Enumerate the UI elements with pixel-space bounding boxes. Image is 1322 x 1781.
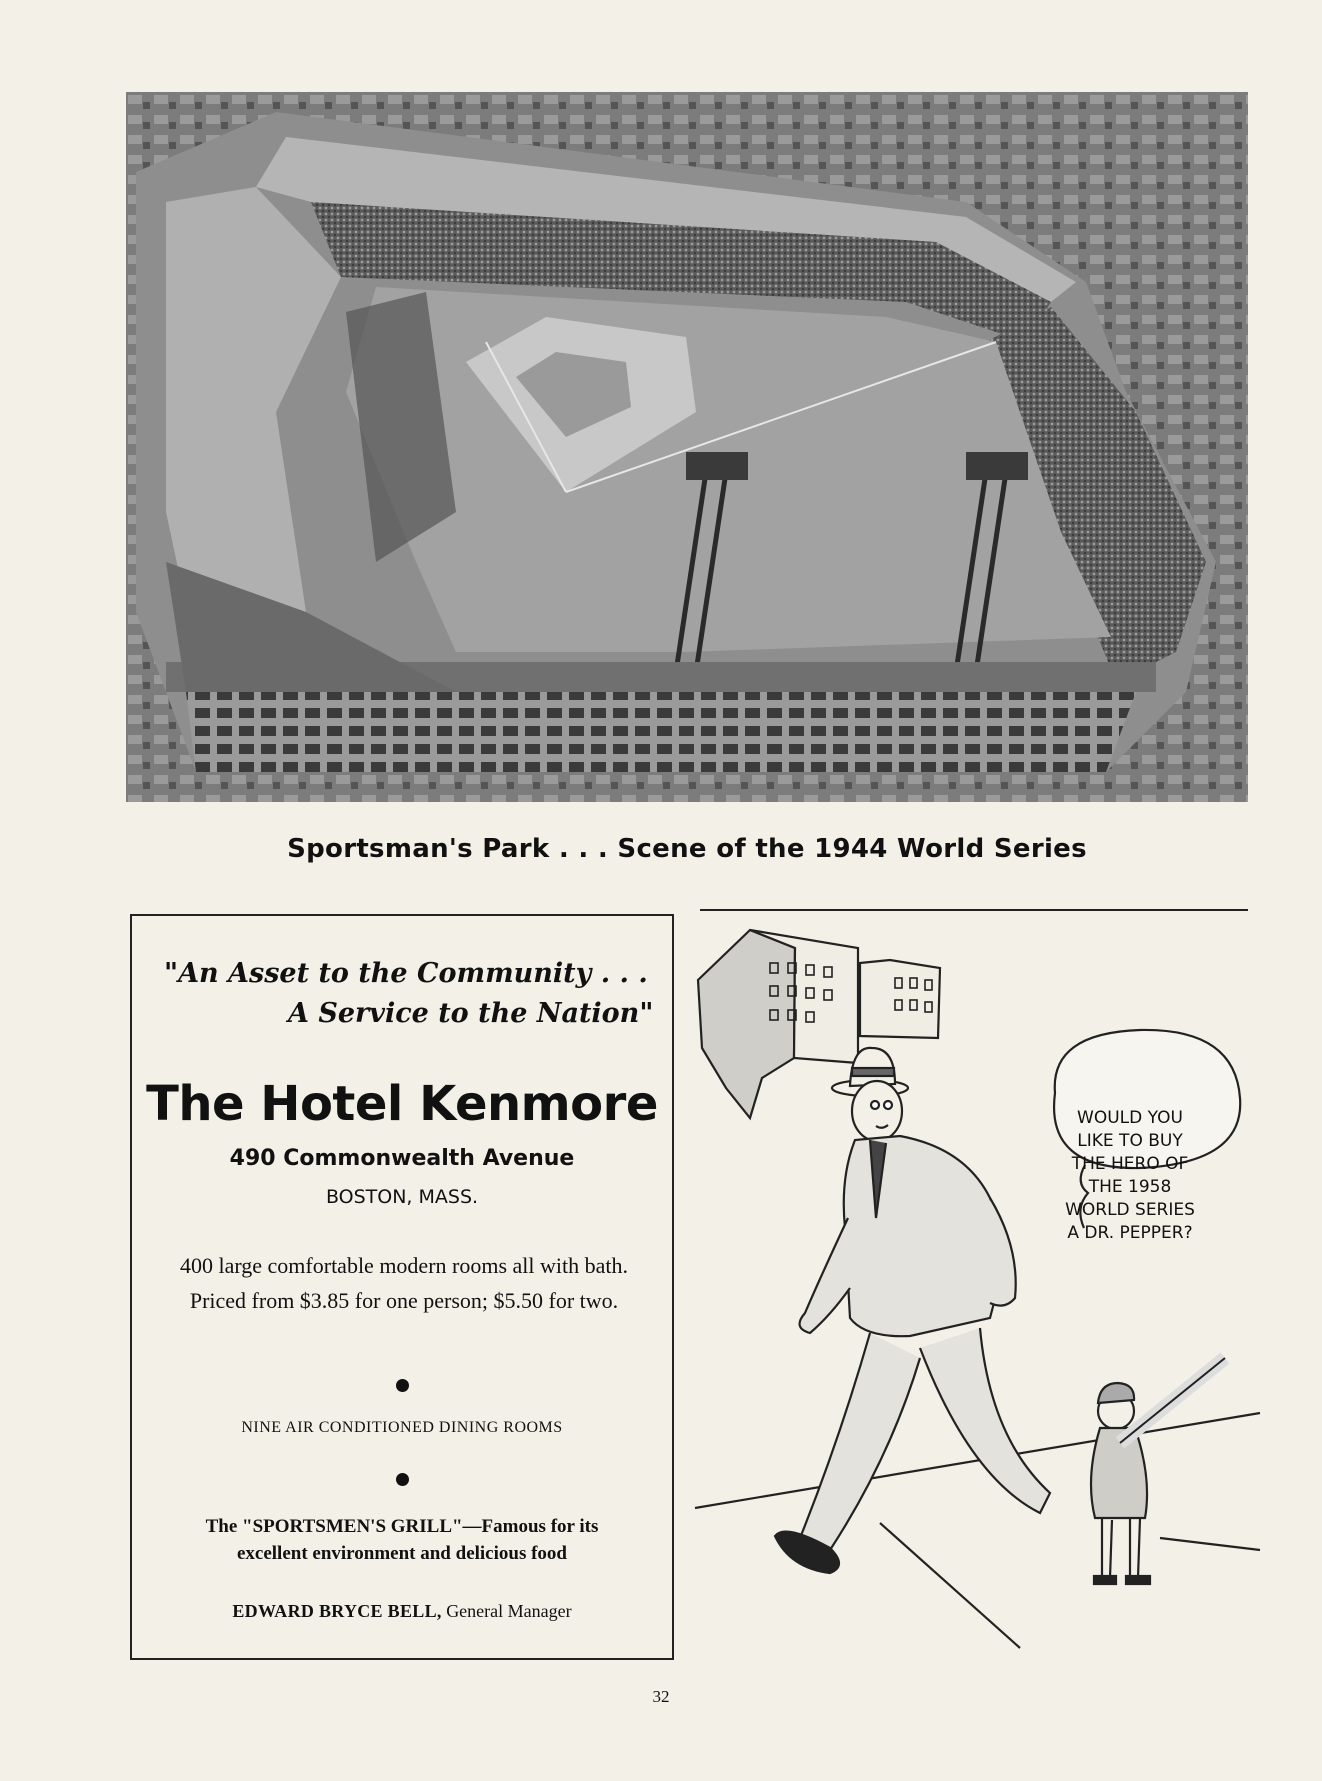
hotel-name: The Hotel Kenmore bbox=[146, 1076, 658, 1132]
stadium-aerial-photo bbox=[126, 92, 1248, 802]
slogan-line-1: "An Asset to the Community . . . bbox=[164, 958, 648, 989]
dining-rooms-text: NINE AIR CONDITIONED DINING ROOMS bbox=[241, 1419, 563, 1436]
bubble-line: WOULD YOU bbox=[1077, 1108, 1183, 1128]
bubble-line: LIKE TO BUY bbox=[1077, 1131, 1183, 1151]
cartoon-drawing bbox=[690, 918, 1270, 1663]
divider-rule bbox=[700, 909, 1248, 911]
grill-description bbox=[132, 1513, 672, 1567]
rooms-description: 400 large comfortable modern rooms all with bath. Priced from $3.85 for one person; $5.50 for two. bbox=[179, 1253, 629, 1313]
hotel-advertisement bbox=[130, 914, 674, 1660]
manager-title: General Manager bbox=[441, 1601, 572, 1621]
bullet-dot bbox=[396, 1379, 409, 1392]
photo-caption: Sportsman's Park . . . Scene of the 1944 World Series bbox=[287, 834, 1087, 864]
hotel-address: 490 Commonwealth Avenue bbox=[229, 1146, 575, 1171]
manager-name: EDWARD BRYCE BELL, bbox=[232, 1601, 442, 1621]
cartoon-illustration bbox=[690, 918, 1270, 1663]
manager-credit bbox=[132, 1601, 672, 1622]
bubble-line: A DR. PEPPER? bbox=[1067, 1223, 1193, 1243]
bullet-dot bbox=[396, 1473, 409, 1486]
hotel-city: BOSTON, MASS. bbox=[325, 1186, 479, 1208]
bubble-line: THE HERO OF bbox=[1071, 1154, 1189, 1174]
bubble-line: WORLD SERIES bbox=[1065, 1200, 1195, 1220]
speech-bubble-text bbox=[1058, 1107, 1202, 1245]
grill-line-2: excellent environment and delicious food bbox=[236, 1543, 568, 1564]
grill-line-1: The "SPORTSMEN'S GRILL"—Famous for its bbox=[205, 1516, 599, 1537]
bubble-line: THE 1958 bbox=[1088, 1177, 1172, 1197]
stadium-photo-drawing bbox=[126, 92, 1248, 802]
page-number: 32 bbox=[652, 1687, 670, 1706]
slogan-line-2: A Service to the Nation" bbox=[288, 998, 654, 1029]
